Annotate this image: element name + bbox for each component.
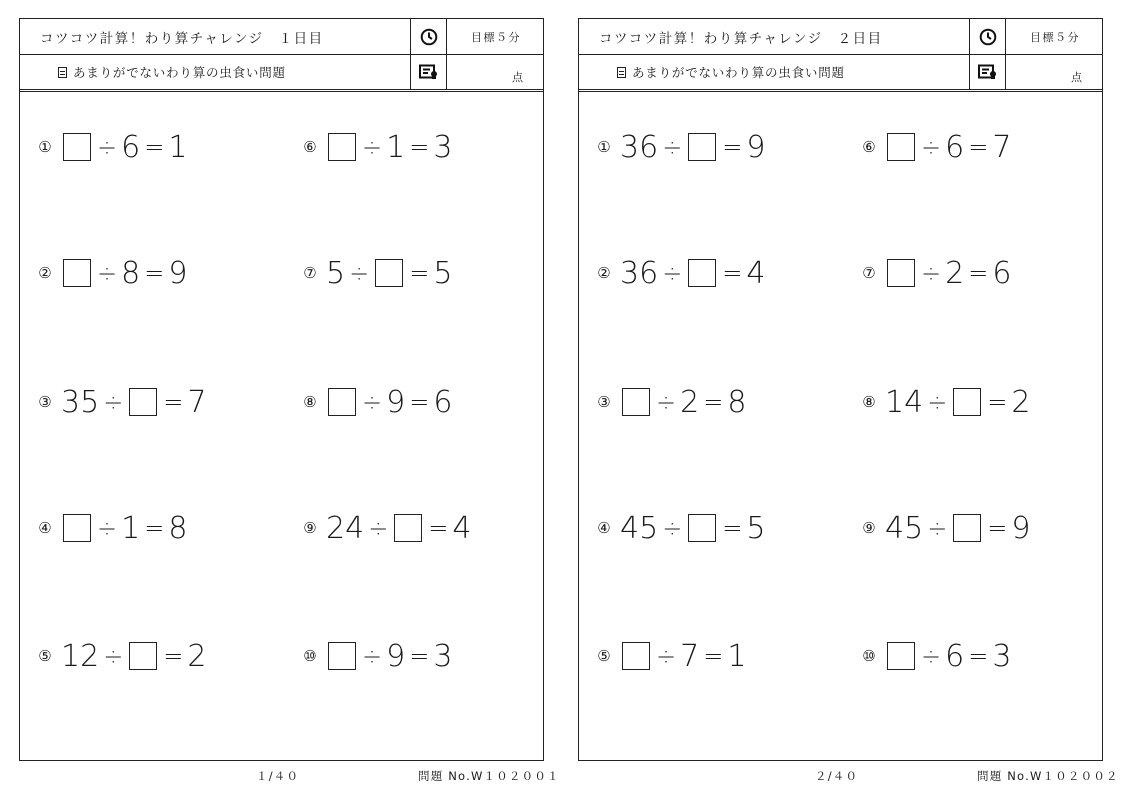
problem-item bbox=[860, 253, 1011, 293]
answer-box[interactable] bbox=[63, 133, 91, 161]
answer-box[interactable] bbox=[688, 133, 716, 161]
problem-item bbox=[860, 382, 1031, 422]
problem-number: ⑨ bbox=[862, 519, 876, 537]
document-icon bbox=[58, 67, 67, 78]
problem-item bbox=[301, 508, 472, 548]
dividend: 14 bbox=[885, 384, 924, 420]
dividend: 35 bbox=[61, 384, 100, 420]
divide-sign: ÷ bbox=[656, 388, 677, 416]
divisor: 9 bbox=[386, 384, 406, 420]
page-number: １/４０ bbox=[256, 769, 300, 783]
worksheet-title: コツコツ計算！わり算チャレンジ ２日目 bbox=[599, 30, 883, 47]
problem-number-id: 問題 No.W１０２００１ bbox=[418, 769, 560, 783]
problem-number: ⑤ bbox=[38, 647, 52, 665]
quotient: 1 bbox=[168, 129, 188, 165]
problem-item bbox=[36, 382, 207, 422]
equals-sign: = bbox=[703, 642, 724, 670]
equals-sign: = bbox=[968, 133, 989, 161]
problem-number: ⑨ bbox=[303, 519, 317, 537]
problem-number: ③ bbox=[597, 393, 611, 411]
goal-time: 目標５分 bbox=[471, 30, 521, 44]
dividend: 5 bbox=[326, 255, 346, 291]
divide-sign: ÷ bbox=[349, 259, 370, 287]
header-row bbox=[579, 19, 1102, 55]
problem-number: ④ bbox=[38, 519, 52, 537]
divide-sign: ÷ bbox=[662, 259, 683, 287]
quotient: 9 bbox=[168, 255, 188, 291]
answer-box[interactable] bbox=[887, 642, 915, 670]
problem-item bbox=[36, 253, 187, 293]
quotient: 3 bbox=[992, 638, 1012, 674]
equals-sign: = bbox=[722, 133, 743, 161]
divisor: 6 bbox=[121, 129, 141, 165]
divide-sign: ÷ bbox=[362, 388, 383, 416]
equals-sign: = bbox=[968, 259, 989, 287]
problem-grid bbox=[579, 92, 1102, 760]
problem-number: ④ bbox=[597, 519, 611, 537]
divide-sign: ÷ bbox=[97, 514, 118, 542]
answer-box[interactable] bbox=[129, 642, 157, 670]
divide-sign: ÷ bbox=[921, 259, 942, 287]
clock-icon bbox=[410, 19, 447, 54]
problem-item bbox=[595, 636, 746, 676]
answer-box[interactable] bbox=[63, 259, 91, 287]
answer-box[interactable] bbox=[328, 388, 356, 416]
divisor: 8 bbox=[121, 255, 141, 291]
problem-number: ⑧ bbox=[862, 393, 876, 411]
quotient: 2 bbox=[1011, 384, 1031, 420]
dividend: 24 bbox=[326, 510, 365, 546]
divide-sign: ÷ bbox=[97, 133, 118, 161]
quotient: 2 bbox=[187, 638, 207, 674]
problem-number: ② bbox=[38, 264, 52, 282]
answer-box[interactable] bbox=[328, 642, 356, 670]
quotient: 3 bbox=[433, 129, 453, 165]
dividend: 36 bbox=[620, 255, 659, 291]
quotient: 9 bbox=[746, 129, 766, 165]
clock-icon bbox=[969, 19, 1006, 54]
quotient: 6 bbox=[992, 255, 1012, 291]
problem-item bbox=[36, 636, 207, 676]
divide-sign: ÷ bbox=[662, 133, 683, 161]
equals-sign: = bbox=[722, 514, 743, 542]
quotient: 6 bbox=[433, 384, 453, 420]
divisor: 2 bbox=[945, 255, 965, 291]
quotient: 4 bbox=[452, 510, 472, 546]
equals-sign: = bbox=[987, 514, 1008, 542]
problem-item bbox=[595, 508, 766, 548]
worksheet-day-1 bbox=[19, 18, 544, 761]
problem-number: ⑩ bbox=[303, 647, 317, 665]
score-field[interactable]: 点 bbox=[512, 71, 523, 84]
problem-number: ① bbox=[38, 138, 52, 156]
subheader-row bbox=[579, 55, 1102, 92]
dividend: 12 bbox=[61, 638, 100, 674]
divide-sign: ÷ bbox=[921, 133, 942, 161]
equals-sign: = bbox=[968, 642, 989, 670]
equals-sign: = bbox=[987, 388, 1008, 416]
quotient: 5 bbox=[746, 510, 766, 546]
score-sheet-icon bbox=[969, 55, 1006, 89]
problem-item bbox=[595, 382, 746, 422]
quotient: 8 bbox=[727, 384, 747, 420]
page-number: ２/４０ bbox=[815, 769, 859, 783]
problem-item bbox=[860, 127, 1011, 167]
divide-sign: ÷ bbox=[368, 514, 389, 542]
problem-item bbox=[301, 382, 452, 422]
divide-sign: ÷ bbox=[927, 388, 948, 416]
dividend: 45 bbox=[620, 510, 659, 546]
equals-sign: = bbox=[409, 388, 430, 416]
equals-sign: = bbox=[144, 133, 165, 161]
problem-item bbox=[36, 508, 187, 548]
score-field[interactable]: 点 bbox=[1071, 71, 1082, 84]
quotient: 8 bbox=[168, 510, 188, 546]
problem-item bbox=[301, 636, 452, 676]
worksheet-subtitle bbox=[579, 55, 969, 89]
equals-sign: = bbox=[144, 514, 165, 542]
divide-sign: ÷ bbox=[362, 133, 383, 161]
equals-sign: = bbox=[409, 133, 430, 161]
divisor: 1 bbox=[121, 510, 141, 546]
equals-sign: = bbox=[703, 388, 724, 416]
equals-sign: = bbox=[409, 259, 430, 287]
equals-sign: = bbox=[409, 642, 430, 670]
divisor: 2 bbox=[680, 384, 700, 420]
problem-item bbox=[860, 508, 1031, 548]
divide-sign: ÷ bbox=[97, 259, 118, 287]
problem-item bbox=[36, 127, 187, 167]
divide-sign: ÷ bbox=[927, 514, 948, 542]
problem-item bbox=[301, 253, 452, 293]
problem-number: ③ bbox=[38, 393, 52, 411]
quotient: 9 bbox=[1011, 510, 1031, 546]
answer-box[interactable] bbox=[688, 259, 716, 287]
subtitle-text: あまりがでないわり算の虫食い問題 bbox=[73, 65, 286, 80]
divisor: 7 bbox=[680, 638, 700, 674]
answer-box[interactable] bbox=[328, 133, 356, 161]
divisor: 6 bbox=[945, 129, 965, 165]
answer-box[interactable] bbox=[887, 133, 915, 161]
problem-number: ⑧ bbox=[303, 393, 317, 411]
divide-sign: ÷ bbox=[103, 642, 124, 670]
divisor: 6 bbox=[945, 638, 965, 674]
problem-number: ⑩ bbox=[862, 647, 876, 665]
divide-sign: ÷ bbox=[656, 642, 677, 670]
problem-number: ⑥ bbox=[862, 138, 876, 156]
problem-number: ② bbox=[597, 264, 611, 282]
equals-sign: = bbox=[722, 259, 743, 287]
quotient: 7 bbox=[992, 129, 1012, 165]
divisor: 1 bbox=[386, 129, 406, 165]
answer-box[interactable] bbox=[622, 388, 650, 416]
divide-sign: ÷ bbox=[921, 642, 942, 670]
header-row bbox=[20, 19, 543, 55]
quotient: 5 bbox=[433, 255, 453, 291]
quotient: 4 bbox=[746, 255, 766, 291]
worksheet-title: コツコツ計算！わり算チャレンジ １日目 bbox=[40, 30, 324, 47]
answer-box[interactable] bbox=[688, 514, 716, 542]
problem-number: ⑦ bbox=[862, 264, 876, 282]
answer-box[interactable] bbox=[375, 259, 403, 287]
equals-sign: = bbox=[144, 259, 165, 287]
equals-sign: = bbox=[163, 388, 184, 416]
divide-sign: ÷ bbox=[662, 514, 683, 542]
dividend: 36 bbox=[620, 129, 659, 165]
answer-box[interactable] bbox=[953, 388, 981, 416]
worksheet-subtitle bbox=[20, 55, 410, 89]
problem-item bbox=[301, 127, 452, 167]
score-sheet-icon bbox=[410, 55, 447, 89]
divide-sign: ÷ bbox=[362, 642, 383, 670]
equals-sign: = bbox=[163, 642, 184, 670]
problem-number: ① bbox=[597, 138, 611, 156]
quotient: 1 bbox=[727, 638, 747, 674]
problem-item bbox=[595, 127, 766, 167]
problem-item bbox=[860, 636, 1011, 676]
problem-item bbox=[595, 253, 766, 293]
goal-time: 目標５分 bbox=[1030, 30, 1080, 44]
answer-box[interactable] bbox=[887, 259, 915, 287]
problem-number: ⑥ bbox=[303, 138, 317, 156]
subheader-row bbox=[20, 55, 543, 92]
answer-box[interactable] bbox=[622, 642, 650, 670]
answer-box[interactable] bbox=[394, 514, 422, 542]
answer-box[interactable] bbox=[953, 514, 981, 542]
quotient: 7 bbox=[187, 384, 207, 420]
answer-box[interactable] bbox=[63, 514, 91, 542]
quotient: 3 bbox=[433, 638, 453, 674]
answer-box[interactable] bbox=[129, 388, 157, 416]
subtitle-text: あまりがでないわり算の虫食い問題 bbox=[632, 65, 845, 80]
problem-number: ⑦ bbox=[303, 264, 317, 282]
equals-sign: = bbox=[428, 514, 449, 542]
problem-grid bbox=[20, 92, 543, 760]
divisor: 9 bbox=[386, 638, 406, 674]
problem-number: ⑤ bbox=[597, 647, 611, 665]
problem-number-id: 問題 No.W１０２００２ bbox=[977, 769, 1119, 783]
document-icon bbox=[617, 67, 626, 78]
divide-sign: ÷ bbox=[103, 388, 124, 416]
dividend: 45 bbox=[885, 510, 924, 546]
worksheet-day-2 bbox=[578, 18, 1103, 761]
